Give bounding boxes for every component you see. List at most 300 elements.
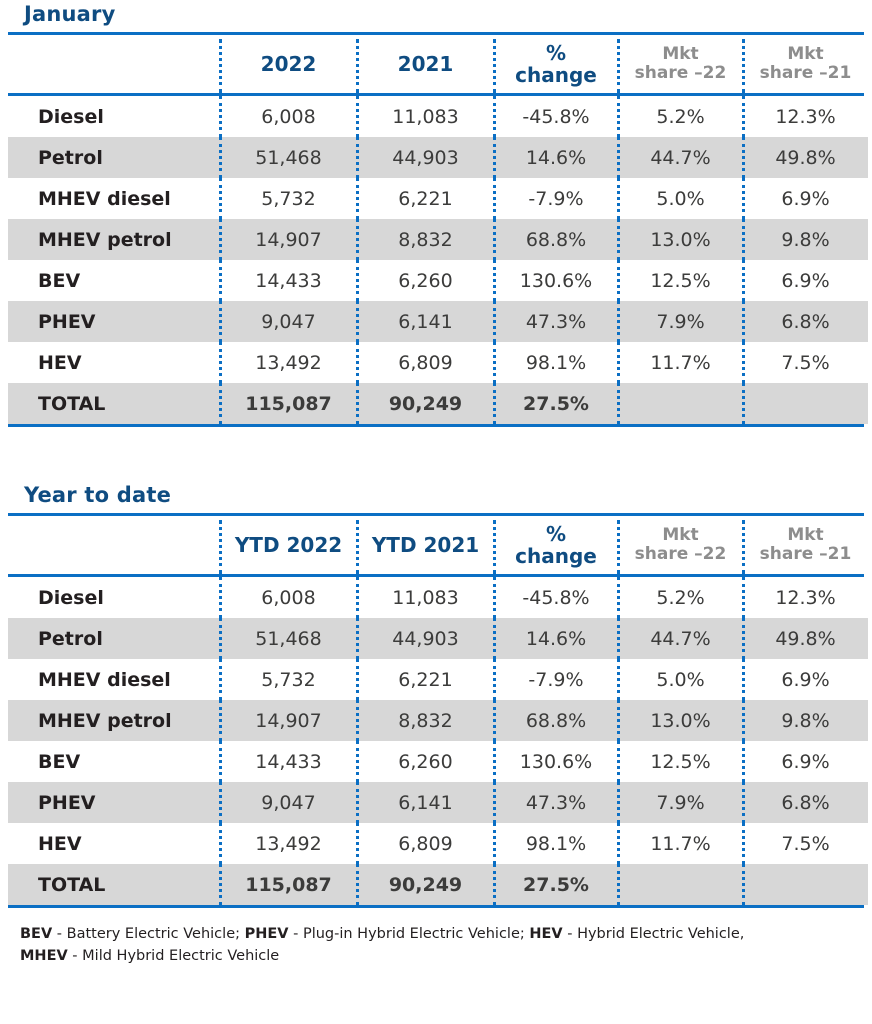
column-divider	[742, 520, 745, 574]
row-mkt21	[743, 178, 868, 219]
row-pct	[494, 301, 618, 342]
cell-value: 44,903	[392, 627, 459, 650]
cell-value: 6,221	[398, 668, 453, 691]
column-divider	[356, 219, 359, 260]
header-ytd-2021-label: YTD 2021	[371, 532, 480, 557]
cell-value: 11,083	[392, 105, 459, 128]
row-ytd-2021	[357, 618, 494, 659]
row-2021	[357, 178, 494, 219]
cell-value: 6.8%	[781, 310, 830, 333]
cell-value: 5,732	[261, 187, 316, 210]
cell-value: 130.6%	[519, 750, 593, 773]
column-divider	[617, 659, 620, 700]
table-total-row	[8, 383, 868, 424]
column-divider	[493, 782, 496, 823]
row-ytd-2022	[220, 577, 357, 618]
column-divider	[219, 260, 222, 301]
row-ytd-2021	[357, 823, 494, 864]
column-divider	[219, 741, 222, 782]
cell-value: 5,732	[261, 668, 316, 691]
table-row	[8, 700, 868, 741]
row-2021	[357, 301, 494, 342]
cell-value: 6,260	[398, 750, 453, 773]
cell-value: -7.9%	[528, 668, 584, 691]
column-divider	[617, 864, 620, 905]
column-divider	[742, 383, 745, 424]
row-mkt22	[618, 178, 743, 219]
column-divider	[356, 864, 359, 905]
header-mkt22-line1: Mkt	[662, 524, 699, 545]
row-mkt22	[618, 700, 743, 741]
row-ytd-2021	[357, 782, 494, 823]
cell-value: 9.8%	[781, 709, 830, 732]
row-pct	[494, 618, 618, 659]
cell-value: 47.3%	[525, 791, 587, 814]
cell-value: 6,260	[398, 269, 453, 292]
footnote-hev-text: - Hybrid Electric Vehicle,	[562, 926, 745, 942]
total-mkt22	[618, 864, 743, 905]
column-divider	[742, 301, 745, 342]
cell-value: 6.9%	[781, 668, 830, 691]
row-2021	[357, 96, 494, 137]
column-divider	[742, 700, 745, 741]
row-label: Diesel	[38, 586, 104, 609]
column-divider	[356, 96, 359, 137]
column-divider	[493, 520, 496, 574]
total-label: TOTAL	[8, 864, 220, 905]
row-mkt21	[743, 700, 868, 741]
row-2022	[220, 178, 357, 219]
footnote-hev-abbr: HEV	[529, 926, 563, 942]
cell-value: 130.6%	[519, 269, 593, 292]
row-label: Petrol	[8, 618, 220, 659]
column-divider	[617, 782, 620, 823]
cell-value: 27.5%	[523, 392, 589, 415]
column-divider	[742, 137, 745, 178]
header-mkt-share-22	[618, 35, 743, 93]
header-ytd-2022-label: YTD 2022	[234, 532, 343, 557]
cell-value: 47.3%	[525, 310, 587, 333]
header-mkt-share-22	[618, 516, 743, 574]
cell-value: 12.5%	[650, 750, 711, 773]
row-mkt21	[743, 823, 868, 864]
column-divider	[219, 342, 222, 383]
column-divider	[219, 864, 222, 905]
row-2022	[220, 137, 357, 178]
total-ytd-2021	[357, 864, 494, 905]
row-mkt21	[743, 301, 868, 342]
table-header-row	[8, 516, 868, 574]
column-divider	[742, 342, 745, 383]
column-divider	[742, 39, 745, 93]
column-divider	[356, 823, 359, 864]
cell-value: 14.6%	[525, 627, 587, 650]
row-label: MHEV diesel	[38, 187, 171, 210]
header-2021-label: 2021	[397, 51, 454, 76]
total-pct	[494, 864, 618, 905]
total-label: TOTAL	[8, 383, 220, 424]
row-2022	[220, 96, 357, 137]
cell-value: 115,087	[245, 873, 332, 896]
row-mkt22	[618, 782, 743, 823]
row-2022	[220, 260, 357, 301]
column-divider	[356, 700, 359, 741]
row-ytd-2022	[220, 782, 357, 823]
column-divider	[219, 577, 222, 618]
cell-value: 13,492	[255, 351, 322, 374]
cell-value: 11.7%	[650, 351, 711, 374]
table-row	[8, 618, 868, 659]
table-row	[8, 137, 868, 178]
cell-value: 7.5%	[781, 351, 830, 374]
cell-value: -45.8%	[522, 586, 590, 609]
cell-value: 14,433	[255, 269, 322, 292]
row-mkt22	[618, 577, 743, 618]
header-mkt21-line2: share –21	[759, 63, 852, 83]
column-divider	[493, 219, 496, 260]
table-row	[8, 741, 868, 782]
footnote-phev-abbr: PHEV	[244, 926, 289, 942]
column-divider	[742, 864, 745, 905]
cell-value: 115,087	[245, 392, 332, 415]
total-mkt22	[618, 383, 743, 424]
table-row	[8, 577, 868, 618]
cell-value: 44.7%	[650, 627, 711, 650]
cell-value: 9,047	[261, 791, 316, 814]
header-pct-line2: change	[515, 544, 597, 568]
row-2021	[357, 137, 494, 178]
column-divider	[219, 301, 222, 342]
table-header-row	[8, 35, 868, 93]
row-ytd-2022	[220, 700, 357, 741]
column-divider	[493, 659, 496, 700]
column-divider	[356, 520, 359, 574]
total-2021	[357, 383, 494, 424]
column-divider	[493, 864, 496, 905]
column-divider	[493, 741, 496, 782]
cell-value: 98.1%	[525, 351, 587, 374]
header-2021	[357, 35, 494, 93]
cell-value: -7.9%	[528, 187, 584, 210]
row-mkt22	[618, 342, 743, 383]
row-mkt21	[743, 659, 868, 700]
row-mkt21	[743, 577, 868, 618]
row-label: MHEV petrol	[8, 700, 220, 741]
row-mkt21	[743, 260, 868, 301]
cell-value: 7.5%	[781, 832, 830, 855]
column-divider	[356, 260, 359, 301]
column-divider	[742, 618, 745, 659]
column-divider	[356, 618, 359, 659]
header-mkt22-line2: share –22	[634, 63, 727, 83]
header-ytd-2021	[357, 516, 494, 574]
cell-value: 5.0%	[656, 668, 705, 691]
column-divider	[617, 383, 620, 424]
cell-value: 8,832	[398, 709, 453, 732]
column-divider	[493, 700, 496, 741]
column-divider	[493, 137, 496, 178]
row-label: PHEV	[8, 301, 220, 342]
row-pct	[494, 782, 618, 823]
row-pct	[494, 823, 618, 864]
column-divider	[493, 96, 496, 137]
cell-value: 6,008	[261, 105, 316, 128]
row-pct	[494, 700, 618, 741]
total-mkt21	[743, 864, 868, 905]
column-divider	[493, 342, 496, 383]
row-mkt22	[618, 823, 743, 864]
section-title-january: January	[24, 2, 116, 26]
row-mkt21	[743, 137, 868, 178]
cell-value: 14,907	[255, 709, 322, 732]
row-2021	[357, 342, 494, 383]
column-divider	[219, 137, 222, 178]
column-divider	[219, 178, 222, 219]
column-divider	[742, 577, 745, 618]
row-mkt21	[743, 618, 868, 659]
cell-value: 8,832	[398, 228, 453, 251]
cell-value: 98.1%	[525, 832, 587, 855]
row-mkt21	[743, 741, 868, 782]
section-title-ytd: Year to date	[24, 483, 172, 507]
row-2022	[220, 301, 357, 342]
row-ytd-2022	[220, 659, 357, 700]
header-pct-line1: %	[545, 521, 567, 546]
cell-value: 51,468	[255, 627, 322, 650]
row-ytd-2022	[220, 741, 357, 782]
cell-value: 11,083	[392, 586, 459, 609]
row-mkt21	[743, 96, 868, 137]
table-row	[8, 219, 868, 260]
cell-value: 9.8%	[781, 228, 830, 251]
cell-value: 90,249	[388, 873, 463, 896]
header-mkt22-line2: share –22	[634, 544, 727, 564]
header-blank	[8, 516, 220, 574]
column-divider	[219, 659, 222, 700]
column-divider	[493, 260, 496, 301]
column-divider	[493, 39, 496, 93]
cell-value: 44.7%	[650, 146, 711, 169]
row-mkt21	[743, 782, 868, 823]
cell-value: 68.8%	[525, 709, 587, 732]
cell-value: 13.0%	[650, 709, 711, 732]
column-divider	[219, 700, 222, 741]
column-divider	[617, 823, 620, 864]
row-2022	[220, 342, 357, 383]
row-label: BEV	[38, 269, 81, 292]
column-divider	[742, 782, 745, 823]
column-divider	[219, 39, 222, 93]
column-divider	[617, 178, 620, 219]
total-mkt21	[743, 383, 868, 424]
column-divider	[742, 219, 745, 260]
cell-value: 13.0%	[650, 228, 711, 251]
column-divider	[742, 178, 745, 219]
cell-value: 9,047	[261, 310, 316, 333]
column-divider	[617, 700, 620, 741]
section-spacer	[8, 427, 864, 483]
header-blank	[8, 35, 220, 93]
cell-value: 7.9%	[656, 791, 705, 814]
row-mkt22	[618, 618, 743, 659]
cell-value: 11.7%	[650, 832, 711, 855]
row-mkt22	[618, 219, 743, 260]
column-divider	[617, 741, 620, 782]
total-2022	[220, 383, 357, 424]
table-row	[8, 342, 868, 383]
column-divider	[493, 178, 496, 219]
column-divider	[219, 219, 222, 260]
row-label: MHEV petrol	[8, 219, 220, 260]
column-divider	[617, 301, 620, 342]
row-pct	[494, 178, 618, 219]
row-pct	[494, 96, 618, 137]
column-divider	[742, 741, 745, 782]
header-2022-label: 2022	[260, 51, 317, 76]
footnote-mhev-text: - Mild Hybrid Electric Vehicle	[67, 947, 280, 964]
cell-value: 68.8%	[525, 228, 587, 251]
total-pct	[494, 383, 618, 424]
row-2021	[357, 260, 494, 301]
row-label: Petrol	[8, 137, 220, 178]
row-mkt22	[618, 741, 743, 782]
row-ytd-2022	[220, 618, 357, 659]
table-row	[8, 301, 868, 342]
header-mkt21-line1: Mkt	[787, 43, 824, 64]
row-pct	[494, 741, 618, 782]
column-divider	[493, 577, 496, 618]
table-row	[8, 782, 868, 823]
row-mkt22	[618, 659, 743, 700]
row-pct	[494, 577, 618, 618]
column-divider	[617, 39, 620, 93]
row-2021	[357, 219, 494, 260]
column-divider	[356, 39, 359, 93]
row-mkt22	[618, 137, 743, 178]
column-divider	[219, 383, 222, 424]
table-row	[8, 178, 868, 219]
cell-value: 6,809	[398, 351, 453, 374]
cell-value: 6.9%	[781, 750, 830, 773]
column-divider	[493, 301, 496, 342]
column-divider	[617, 260, 620, 301]
column-divider	[356, 659, 359, 700]
table-row	[8, 823, 868, 864]
column-divider	[356, 741, 359, 782]
footnote-bev-text: - Battery Electric Vehicle;	[52, 926, 245, 942]
cell-value: 51,468	[255, 146, 322, 169]
cell-value: 49.8%	[775, 627, 836, 650]
column-divider	[356, 301, 359, 342]
cell-value: 6,141	[398, 310, 453, 333]
total-ytd-2022	[220, 864, 357, 905]
column-divider	[742, 823, 745, 864]
row-label: BEV	[38, 750, 81, 773]
cell-value: 12.3%	[775, 105, 836, 128]
table-row	[8, 260, 868, 301]
header-ytd-2022	[220, 516, 357, 574]
column-divider	[493, 618, 496, 659]
column-divider	[356, 137, 359, 178]
cell-value: 12.5%	[650, 269, 711, 292]
header-pct-line1: %	[545, 40, 567, 65]
column-divider	[356, 577, 359, 618]
cell-value: 14,907	[255, 228, 322, 251]
column-divider	[356, 178, 359, 219]
cell-value: 6,008	[261, 586, 316, 609]
header-pct-line2: change	[515, 63, 597, 87]
cell-value: 49.8%	[775, 146, 836, 169]
row-label: HEV	[38, 832, 82, 855]
footnote-phev-text: - Plug-in Hybrid Electric Vehicle;	[288, 926, 530, 942]
cell-value: 14.6%	[525, 146, 587, 169]
column-divider	[617, 96, 620, 137]
row-label: MHEV diesel	[38, 668, 171, 691]
table-january	[8, 35, 868, 93]
header-mkt-share-21	[743, 516, 868, 574]
cell-value: 13,492	[255, 832, 322, 855]
header-mkt21-line1: Mkt	[787, 524, 824, 545]
table-january-body	[8, 96, 868, 424]
row-pct	[494, 659, 618, 700]
column-divider	[219, 618, 222, 659]
row-mkt22	[618, 301, 743, 342]
table-ytd	[8, 516, 868, 574]
row-pct	[494, 260, 618, 301]
cell-value: 90,249	[388, 392, 463, 415]
cell-value: 6.9%	[781, 269, 830, 292]
cell-value: 6,809	[398, 832, 453, 855]
column-divider	[219, 823, 222, 864]
cell-value: 6,141	[398, 791, 453, 814]
cell-value: 5.2%	[656, 586, 705, 609]
column-divider	[742, 659, 745, 700]
cell-value: 27.5%	[523, 873, 589, 896]
cell-value: 44,903	[392, 146, 459, 169]
cell-value: 12.3%	[775, 586, 836, 609]
table-row	[8, 96, 868, 137]
footnote	[8, 908, 864, 968]
footnote-mhev-abbr: MHEV	[20, 947, 68, 964]
cell-value: 14,433	[255, 750, 322, 773]
cell-value: 7.9%	[656, 310, 705, 333]
cell-value: -45.8%	[522, 105, 590, 128]
row-pct	[494, 342, 618, 383]
header-mkt22-line1: Mkt	[662, 43, 699, 64]
column-divider	[617, 342, 620, 383]
cell-value: 6,221	[398, 187, 453, 210]
header-pct-change	[494, 516, 618, 574]
row-pct	[494, 219, 618, 260]
table-total-row	[8, 864, 868, 905]
table-ytd-body	[8, 577, 868, 905]
table-row	[8, 659, 868, 700]
row-ytd-2021	[357, 659, 494, 700]
row-mkt21	[743, 342, 868, 383]
column-divider	[493, 383, 496, 424]
column-divider	[219, 96, 222, 137]
cell-value: 6.8%	[781, 791, 830, 814]
row-mkt22	[618, 96, 743, 137]
row-2022	[220, 219, 357, 260]
column-divider	[219, 782, 222, 823]
column-divider	[356, 342, 359, 383]
column-divider	[493, 823, 496, 864]
row-label: Diesel	[38, 105, 104, 128]
row-pct	[494, 137, 618, 178]
header-mkt-share-21	[743, 35, 868, 93]
row-ytd-2021	[357, 577, 494, 618]
